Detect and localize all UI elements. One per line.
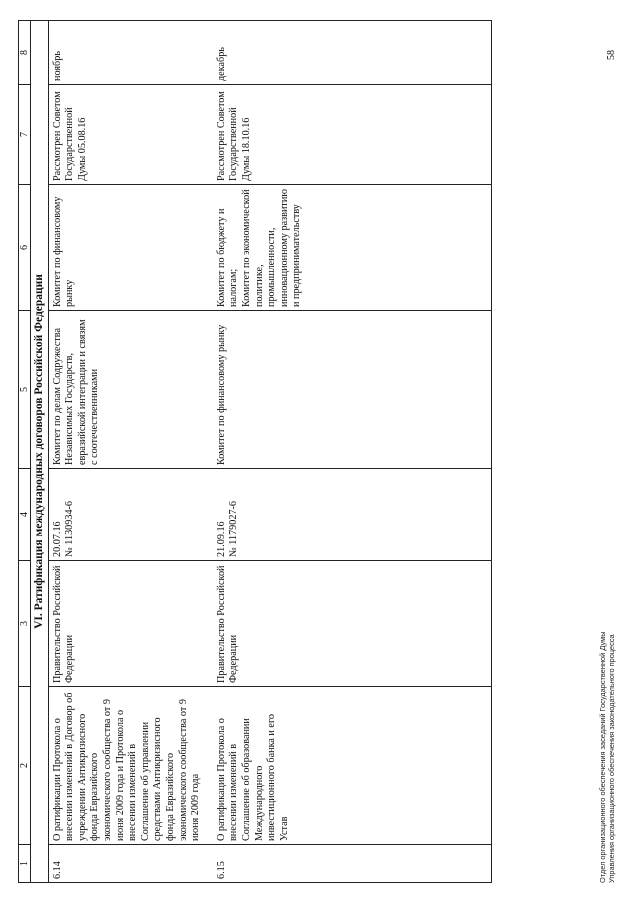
column-header: 5 [19, 311, 31, 469]
planned-month: декабрь [213, 21, 492, 85]
column-header: 1 [19, 845, 31, 883]
row-number: 6.15 [213, 845, 492, 883]
co-executor-committee: Комитет по бюджету и налогам; Комитет по экономической политике, промышленности, инновационному развитию и предпринимательству [213, 185, 492, 311]
planned-month: ноябрь [48, 21, 213, 85]
page-number: 58 [606, 50, 617, 60]
council-status: Рассмотрен Советом Государственной Думы 05.08.16 [48, 85, 213, 185]
row-number: 6.14 [48, 845, 213, 883]
section-row [31, 21, 49, 883]
column-header: 6 [19, 185, 31, 311]
column-header: 8 [19, 21, 31, 85]
column-header: 4 [19, 469, 31, 561]
responsible-committee: Комитет по финансовому рынку [213, 311, 492, 469]
co-executor-committee: Комитет по финансовому рынку [48, 185, 213, 311]
column-header: 7 [19, 85, 31, 185]
footer-note [598, 631, 616, 883]
section-title: VI. Ратификация международных договоров Российской Федерации [31, 21, 49, 883]
column-number-row [19, 21, 31, 883]
initiator: Правительство Российской Федерации [48, 561, 213, 687]
legislation-schedule-table [18, 20, 492, 883]
initiator: Правительство Российской Федерации [213, 561, 492, 687]
registration: 20.07.16 № 1130934-6 [48, 469, 213, 561]
registration: 21.09.16 № 1179027-6 [213, 469, 492, 561]
responsible-committee: Комитет по делам Содружества Независимых Государств, евразийской интеграции и связям с соотечественниками [48, 311, 213, 469]
table-row [213, 21, 492, 883]
column-header: 3 [19, 561, 31, 687]
footer-line: Управления организационного обеспечения законодательного процесса [607, 634, 616, 883]
bill-title: О ратификации Протокола о внесении изменений в Соглашение об образовании Международного инвестиционного банка и его Устав [213, 687, 492, 845]
column-header: 2 [19, 687, 31, 845]
council-status: Рассмотрен Советом Государственной Думы 18.10.16 [213, 85, 492, 185]
table-row [48, 21, 213, 883]
footer-line: Отдел организационного обеспечения заседаний Государственной Думы [598, 631, 607, 883]
bill-title: О ратификации Протокола о внесении изменений в Договор об учреждении Антикризисного фонда Евразийского экономического сообщества от 9 июня 2009 года и Протокола о внесении изменений в Соглашение об управлении средствами Антикризисного фонда Евразийского экономического сообщества от 9 июня 2009 года [48, 687, 213, 845]
